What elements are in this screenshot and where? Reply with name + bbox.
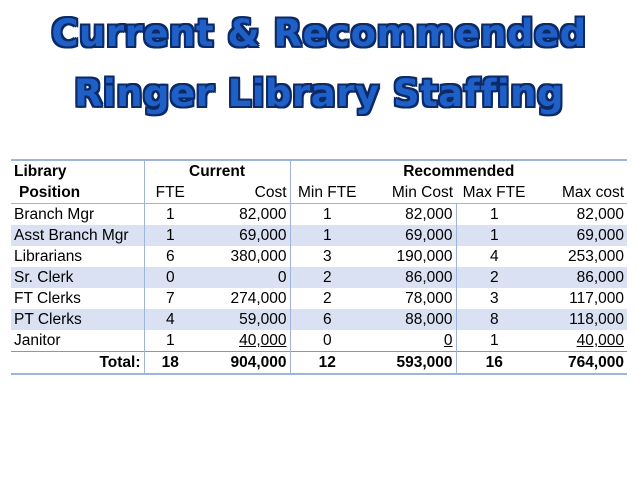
table-row [11, 225, 627, 246]
cell-max-cost: 253,000 [567, 248, 624, 265]
total-min-cost: 593,000 [364, 352, 456, 375]
cell-position: Librarians [11, 246, 144, 267]
total-row [11, 352, 627, 375]
cell-max-cost-value: 40,000 [576, 332, 624, 349]
total-max-cost: 764,000 [532, 352, 627, 375]
cell-max-cost: 118,000 [532, 309, 627, 330]
cell-max-fte: 2 [456, 267, 532, 288]
table-row [11, 330, 627, 352]
cell-fte: 1 [144, 225, 196, 246]
total-min-fte: 12 [290, 352, 364, 375]
cell-max-cost: 82,000 [576, 206, 624, 223]
cell-fte: 0 [144, 267, 196, 288]
header-min-fte: Min FTE [290, 182, 364, 204]
cell-min-fte: 1 [290, 225, 364, 246]
header-current: Current [144, 160, 290, 182]
cell-position: Sr. Clerk [11, 267, 144, 288]
cell-min-cost: 82,000 [364, 204, 456, 226]
table-row [11, 309, 627, 330]
cell-max-fte: 4 [489, 248, 499, 265]
table-row [11, 204, 627, 226]
cell-min-cost: 69,000 [364, 225, 456, 246]
cell-min-fte: 2 [322, 290, 332, 307]
cell-cost-value: 40,000 [239, 332, 287, 349]
cell-cost: 82,000 [196, 204, 290, 226]
cell-max-fte: 1 [489, 332, 499, 349]
cell-fte: 1 [165, 206, 175, 223]
title-line-2: Ringer Library Staffing [74, 72, 564, 115]
cell-min-fte: 6 [290, 309, 364, 330]
header-position: Position [11, 182, 144, 204]
cell-min-fte: 1 [322, 206, 332, 223]
cell-min-cost: 78,000 [364, 288, 456, 309]
total-label: Total: [11, 352, 144, 375]
cell-position: PT Clerks [11, 309, 144, 330]
table-row [11, 267, 627, 288]
cell-min-fte: 0 [322, 332, 332, 349]
cell-min-fte: 2 [290, 267, 364, 288]
table-row [11, 288, 627, 309]
cell-min-cost-value: 0 [443, 332, 453, 349]
total-cost: 904,000 [196, 352, 290, 375]
total-max-fte: 16 [456, 352, 532, 375]
header-max-fte: Max FTE [456, 182, 532, 204]
staffing-table [11, 159, 627, 375]
cell-max-fte: 1 [456, 225, 532, 246]
cell-max-fte: 8 [456, 309, 532, 330]
cell-max-cost: 86,000 [532, 267, 627, 288]
total-fte: 18 [144, 352, 196, 375]
cell-position: FT Clerks [11, 288, 144, 309]
cell-cost: 69,000 [196, 225, 290, 246]
cell-fte: 6 [165, 248, 175, 265]
table-row [11, 246, 627, 267]
cell-min-cost: 190,000 [364, 246, 456, 267]
cell-cost: 274,000 [196, 288, 290, 309]
cell-max-cost: 117,000 [569, 290, 624, 307]
title-line-1: Current & Recommended [51, 12, 587, 55]
cell-position: Branch Mgr [11, 204, 144, 226]
cell-min-cost [364, 330, 456, 352]
cell-cost: 0 [196, 267, 290, 288]
header-fte: FTE [144, 182, 196, 204]
cell-min-cost: 88,000 [364, 309, 456, 330]
cell-fte: 4 [144, 309, 196, 330]
cell-max-fte: 1 [489, 206, 499, 223]
cell-max-fte: 3 [489, 290, 499, 307]
cell-min-cost: 86,000 [364, 267, 456, 288]
header-min-cost: Min Cost [364, 182, 456, 204]
page-title [0, 4, 638, 124]
cell-min-fte: 3 [322, 248, 332, 265]
cell-max-cost: 69,000 [532, 225, 627, 246]
header-recommended: Recommended [290, 160, 627, 182]
header-max-cost: Max cost [532, 182, 627, 204]
cell-max-cost [532, 330, 627, 352]
header-cost: Cost [196, 182, 290, 204]
column-header-row [11, 182, 627, 204]
cell-cost: 380,000 [196, 246, 290, 267]
cell-cost [196, 330, 290, 352]
cell-cost: 59,000 [196, 309, 290, 330]
cell-position: Asst Branch Mgr [11, 225, 144, 246]
cell-fte: 1 [165, 332, 175, 349]
cell-fte: 7 [165, 290, 175, 307]
header-library: Library [11, 160, 144, 182]
group-header-row [11, 160, 627, 182]
cell-position: Janitor [11, 330, 144, 352]
